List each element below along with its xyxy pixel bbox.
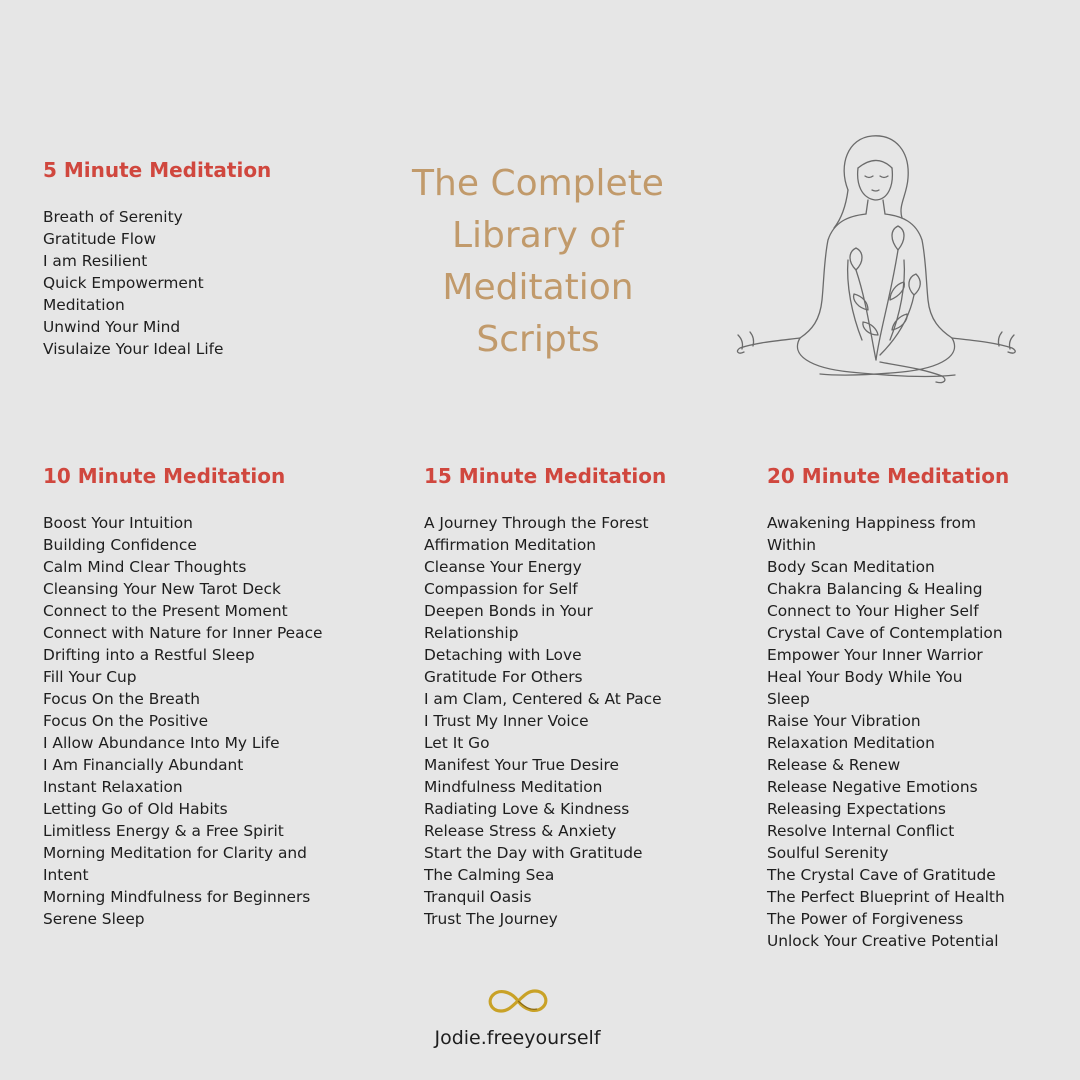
list-item: Empower Your Inner Warrior [767, 646, 983, 664]
list-item: Meditation [43, 296, 125, 314]
list-item: Release Negative Emotions [767, 778, 978, 796]
list-item: Fill Your Cup [43, 668, 137, 686]
title-line: Library of [451, 215, 625, 256]
list-item: Building Confidence [43, 536, 197, 554]
list-item: Quick Empowerment [43, 274, 204, 292]
list-10-minute [43, 512, 323, 930]
list-item: Intent [43, 866, 89, 884]
list-item: Body Scan Meditation [767, 558, 935, 576]
list-item: Releasing Expectations [767, 800, 946, 818]
list-item: Instant Relaxation [43, 778, 183, 796]
list-item: Calm Mind Clear Thoughts [43, 558, 247, 576]
list-item: Let It Go [424, 734, 490, 752]
list-item: Morning Mindfulness for Beginners [43, 888, 311, 906]
list-item: Connect with Nature for Inner Peace [43, 624, 323, 642]
heading-5-minute: 5 Minute Meditation [43, 158, 272, 182]
list-item: The Perfect Blueprint of Health [767, 888, 1005, 906]
list-item: Raise Your Vibration [767, 712, 921, 730]
list-item: Focus On the Breath [43, 690, 200, 708]
heading-15-minute: 15 Minute Meditation [424, 464, 667, 488]
list-item: I Allow Abundance Into My Life [43, 734, 280, 752]
brand-handle: Jodie.freeyourself [434, 1027, 601, 1049]
list-item: Limitless Energy & a Free Spirit [43, 822, 284, 840]
list-item: Detaching with Love [424, 646, 582, 664]
list-item: Mindfulness Meditation [424, 778, 603, 796]
list-item: Soulful Serenity [767, 844, 889, 862]
list-item: Cleansing Your New Tarot Deck [43, 580, 281, 598]
list-item: Compassion for Self [424, 580, 578, 598]
title-line: Meditation [442, 267, 634, 308]
list-item: Focus On the Positive [43, 712, 209, 730]
list-item: The Power of Forgiveness [767, 910, 964, 928]
list-item: Trust The Journey [424, 910, 558, 928]
heading-10-minute: 10 Minute Meditation [43, 464, 286, 488]
list-item: Connect to Your Higher Self [767, 602, 979, 620]
meditating-woman-icon [730, 130, 1030, 390]
list-item: Start the Day with Gratitude [424, 844, 643, 862]
list-item: I Trust My Inner Voice [424, 712, 589, 730]
list-item: Awakening Happiness from [767, 514, 976, 532]
list-item: Letting Go of Old Habits [43, 800, 228, 818]
list-item: Cleanse Your Energy [424, 558, 582, 576]
heading-20-minute: 20 Minute Meditation [767, 464, 1010, 488]
list-item: Heal Your Body While You [767, 668, 963, 686]
list-item: Affirmation Meditation [424, 536, 597, 554]
list-15-minute [424, 512, 662, 930]
list-item: Resolve Internal Conflict [767, 822, 955, 840]
list-item: Release & Renew [767, 756, 901, 774]
list-item: Gratitude Flow [43, 230, 157, 248]
list-item: Deepen Bonds in Your [424, 602, 593, 620]
infinity-icon [485, 985, 551, 1017]
list-item: Unlock Your Creative Potential [767, 932, 999, 950]
list-item: Connect to the Present Moment [43, 602, 288, 620]
list-item: Relaxation Meditation [767, 734, 935, 752]
title-line: The Complete [412, 163, 664, 204]
list-item: Drifting into a Restful Sleep [43, 646, 255, 664]
list-item: Manifest Your True Desire [424, 756, 619, 774]
list-item: I am Resilient [43, 252, 148, 270]
list-item: Unwind Your Mind [43, 318, 181, 336]
list-item: I am Clam, Centered & At Pace [424, 690, 662, 708]
list-item: Boost Your Intuition [43, 514, 193, 532]
page-title [380, 158, 696, 366]
list-item: Release Stress & Anxiety [424, 822, 617, 840]
list-item: Radiating Love & Kindness [424, 800, 630, 818]
list-item: Tranquil Oasis [424, 888, 532, 906]
list-item: Relationship [424, 624, 519, 642]
list-5-minute [43, 206, 224, 360]
title-line: Scripts [476, 319, 600, 360]
list-item: Morning Meditation for Clarity and [43, 844, 307, 862]
list-item: Visulaize Your Ideal Life [43, 340, 224, 358]
list-20-minute [767, 512, 1005, 952]
list-item: The Calming Sea [424, 866, 555, 884]
list-item: Breath of Serenity [43, 208, 183, 226]
list-item: A Journey Through the Forest [424, 514, 649, 532]
list-item: The Crystal Cave of Gratitude [767, 866, 996, 884]
list-item: Crystal Cave of Contemplation [767, 624, 1003, 642]
list-item: Serene Sleep [43, 910, 145, 928]
list-item: Gratitude For Others [424, 668, 583, 686]
list-item: I Am Financially Abundant [43, 756, 244, 774]
list-item: Chakra Balancing & Healing [767, 580, 983, 598]
list-item: Within [767, 536, 816, 554]
list-item: Sleep [767, 690, 810, 708]
